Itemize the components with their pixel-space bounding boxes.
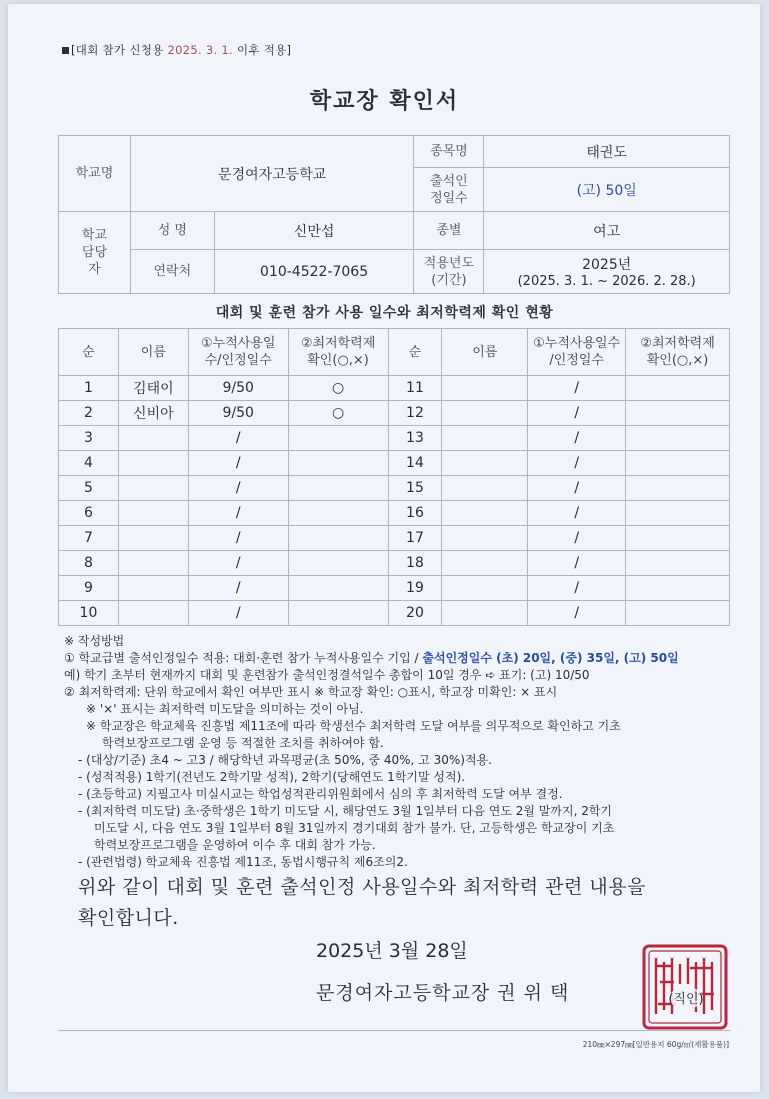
cell-days-r: / (528, 576, 626, 601)
contact-label: 연락처 (130, 250, 214, 294)
cell-no: 4 (59, 451, 119, 476)
cell-confirm (288, 551, 388, 576)
cell-no-r: 19 (388, 576, 442, 601)
manager-label (59, 212, 131, 294)
school-label: 학교명 (59, 136, 131, 212)
header-confirm-right-line2: 확인(○,×) (646, 353, 709, 368)
cell-days: / (188, 576, 288, 601)
cell-no: 6 (59, 501, 119, 526)
table-row (59, 501, 730, 526)
cell-name-r (442, 451, 528, 476)
note-4: ※ 학교장은 학교체육 진흥법 제11조에 따라 학생선수 최저학력 도달 여부를 의무적으로 확인하고 기초 (86, 719, 621, 733)
cell-confirm-r (626, 451, 730, 476)
cell-no: 9 (59, 576, 119, 601)
cell-confirm-r (626, 476, 730, 501)
sport-label: 종목명 (414, 136, 484, 168)
contact-value: 010-4522-7065 (214, 250, 414, 294)
cell-days-r: / (528, 376, 626, 401)
header-confirm-line2: 확인(○,×) (307, 353, 369, 368)
cell-name-r (442, 426, 528, 451)
cell-confirm-r (626, 426, 730, 451)
year-value: 2025년 (582, 257, 632, 273)
table-row (59, 601, 730, 626)
cell-days-r: / (528, 601, 626, 626)
cell-name-r (442, 526, 528, 551)
cell-no: 5 (59, 476, 119, 501)
issue-date: 2025년 3월 28일 (316, 940, 468, 962)
name-label: 성 명 (130, 212, 214, 250)
note-1-days: 출석인정일수 (초) 20일, (중) 35일, (고) 50일 (422, 651, 679, 665)
notes-heading: ※ 작성방법 (64, 634, 125, 648)
cell-name (118, 501, 188, 526)
bullet-below-min-cont1: 미도달 시, 다음 연도 3월 1일부터 8월 31일까지 경기대회 참가 불가. 단, 고등학생은 학교장이 기초 (94, 821, 615, 835)
document-title: 학교장 확인서 (309, 89, 460, 114)
cell-name (118, 601, 188, 626)
cell-days: 9/50 (188, 376, 288, 401)
header-days-right-line2: /인정일수 (549, 353, 604, 368)
header-days-line2: 수/인정일수 (204, 353, 272, 368)
footer-divider (58, 1030, 730, 1031)
cell-name: 신비아 (118, 401, 188, 426)
cell-days: / (188, 451, 288, 476)
school-name: 문경여자고등학교 (130, 136, 414, 212)
cell-days-r: / (528, 476, 626, 501)
table-row (59, 426, 730, 451)
header-confirm-right-line1: ②최저학력제 (640, 336, 715, 351)
cell-days-r: / (528, 426, 626, 451)
cell-confirm (288, 601, 388, 626)
paper-spec: 210㎜×297㎜[일반용지 60g/㎡(재활용품)] (582, 1040, 729, 1049)
days-label-text: 출석인정일수 (430, 173, 468, 206)
table-row (59, 401, 730, 426)
cell-days: / (188, 501, 288, 526)
confirmation-text (78, 872, 646, 934)
cell-days: / (188, 526, 288, 551)
header-name-right: 이름 (442, 329, 528, 376)
cell-confirm (288, 576, 388, 601)
cell-confirm-r (626, 501, 730, 526)
bullet-grades: - (성적적용) 1학기(전년도 2학기말 성적), 2학기(당해연도 1학기말 성적). (78, 770, 466, 784)
header-name: 이름 (118, 329, 188, 376)
type-value: 여고 (484, 212, 730, 250)
header-confirm-line1: ②최저학력제 (300, 336, 376, 351)
table-row (59, 576, 730, 601)
header-note (62, 42, 291, 58)
cell-confirm (288, 501, 388, 526)
square-bullet-icon (62, 47, 69, 54)
confirmation-line2: 확인합니다. (78, 907, 179, 929)
table-row (59, 451, 730, 476)
cell-name (118, 551, 188, 576)
school-info-table (58, 135, 730, 294)
cell-confirm (288, 426, 388, 451)
table-row (59, 526, 730, 551)
cell-days: 9/50 (188, 401, 288, 426)
note-1-text: ① 학교급별 출석인정일수 적용: 대회·훈련 참가 누적사용일수 기입 / (64, 651, 423, 665)
cell-name-r (442, 476, 528, 501)
year-cell (484, 250, 730, 294)
header-days-right (528, 329, 626, 376)
type-label: 종별 (414, 212, 484, 250)
bullet-elementary: - (초등학교) 지필고사 미실시교는 학업성적관리위원회에서 심의 후 최저학력 도달 여부 결정. (78, 787, 563, 801)
official-seal-icon (640, 942, 730, 1032)
sport-value: 태권도 (484, 136, 730, 168)
table-body (59, 376, 730, 626)
header-note-prefix: [대회 참가 신청용 (71, 43, 168, 57)
cell-no: 8 (59, 551, 119, 576)
cell-confirm-r (626, 551, 730, 576)
cell-no-r: 20 (388, 601, 442, 626)
note-1-example: 예) 학기 초부터 현재까지 대회 및 훈련참가 출석인정결석일수 총합이 10일 경우 ➪ 표기: (고) 10/50 (64, 668, 590, 682)
cell-no-r: 16 (388, 501, 442, 526)
cell-confirm (288, 451, 388, 476)
note-4-cont: 학력보장프로그램 운영 등 적절한 조치를 취하여야 함. (102, 736, 384, 750)
cell-confirm-r (626, 376, 730, 401)
cell-name (118, 576, 188, 601)
cell-no: 3 (59, 426, 119, 451)
note-1 (64, 650, 744, 667)
cell-no-r: 14 (388, 451, 442, 476)
cell-name (118, 426, 188, 451)
cell-no-r: 18 (388, 551, 442, 576)
year-label-text: 적용년도(기간) (423, 255, 475, 288)
days-value: (고) 50일 (484, 168, 730, 212)
header-confirm (288, 329, 388, 376)
table-header-row (59, 329, 730, 376)
cell-name: 김태이 (118, 376, 188, 401)
header-note-suffix: 이후 적용] (233, 43, 292, 57)
cell-no-r: 13 (388, 426, 442, 451)
cell-no: 7 (59, 526, 119, 551)
bullet-laws: - (관련법령) 학교체육 진흥법 제11조, 동법시행규칙 제6조의2. (78, 855, 408, 869)
cell-days-r: / (528, 526, 626, 551)
seal-label: (직인) (668, 992, 704, 1007)
header-confirm-right (626, 329, 730, 376)
cell-no-r: 12 (388, 401, 442, 426)
cell-no-r: 17 (388, 526, 442, 551)
cell-confirm-r (626, 576, 730, 601)
cell-days-r: / (528, 401, 626, 426)
participation-table (58, 328, 730, 626)
bullet-below-min: - (최저학력 미도달) 초·중학생은 1학기 미도달 시, 해당연도 3월 1일부터 다음 연도 2월 말까지, 2학기 (78, 804, 613, 818)
cell-confirm (288, 476, 388, 501)
cell-days-r: / (528, 501, 626, 526)
cell-confirm: ○ (288, 401, 388, 426)
confirmation-line1: 위와 같이 대회 및 훈련 출석인정 사용일수와 최저학력 관련 내용을 (78, 876, 646, 898)
cell-confirm-r (626, 401, 730, 426)
header-no-right: 순 (388, 329, 442, 376)
header-days-right-line1: ①누적사용일수 (533, 336, 621, 351)
table-row (59, 476, 730, 501)
year-label (414, 250, 484, 294)
cell-days: / (188, 476, 288, 501)
manager-label-text: 학교담당자 (81, 228, 108, 277)
cell-confirm-r (626, 526, 730, 551)
cell-days-r: / (528, 451, 626, 476)
cell-confirm (288, 526, 388, 551)
bullet-target: - (대상/기준) 초4 ~ 고3 / 해당학년 과목평균(초 50%, 중 40%, 고 30%)적용. (78, 753, 492, 767)
note-3: ※ '×' 표시는 최저학력 미도달을 의미하는 것이 아님. (86, 702, 364, 716)
manager-name: 신만섭 (214, 212, 414, 250)
cell-name-r (442, 601, 528, 626)
header-days (188, 329, 288, 376)
cell-name (118, 451, 188, 476)
table-row (59, 551, 730, 576)
cell-name-r (442, 576, 528, 601)
cell-days: / (188, 601, 288, 626)
cell-no: 10 (59, 601, 119, 626)
cell-confirm: ○ (288, 376, 388, 401)
header-note-date: 2025. 3. 1. (167, 43, 233, 57)
cell-confirm-r (626, 601, 730, 626)
cell-name-r (442, 501, 528, 526)
days-label (414, 168, 484, 212)
cell-no: 1 (59, 376, 119, 401)
cell-name (118, 526, 188, 551)
cell-no: 2 (59, 401, 119, 426)
section-title: 대회 및 훈련 참가 사용 일수와 최저학력제 확인 현황 (215, 305, 554, 321)
note-2: ② 최저학력제: 단위 학교에서 확인 여부만 표시 ※ 학교장 확인: ○표시, 학교장 미확인: × 표시 (64, 685, 558, 699)
cell-name-r (442, 376, 528, 401)
cell-no-r: 15 (388, 476, 442, 501)
instructions (64, 633, 744, 871)
cell-days: / (188, 426, 288, 451)
period-value: (2025. 3. 1. ~ 2026. 2. 28.) (517, 274, 696, 289)
header-days-line1: ①누적사용일 (200, 336, 276, 351)
cell-name (118, 476, 188, 501)
principal-signature: 문경여자고등학교장 권 위 택 (316, 982, 570, 1004)
cell-no-r: 11 (388, 376, 442, 401)
table-row (59, 376, 730, 401)
bullet-below-min-cont2: 학력보장프로그램을 운영하여 이수 후 대회 참가 가능. (94, 838, 376, 852)
cell-name-r (442, 401, 528, 426)
cell-name-r (442, 551, 528, 576)
cell-days: / (188, 551, 288, 576)
cell-days-r: / (528, 551, 626, 576)
header-no: 순 (59, 329, 119, 376)
